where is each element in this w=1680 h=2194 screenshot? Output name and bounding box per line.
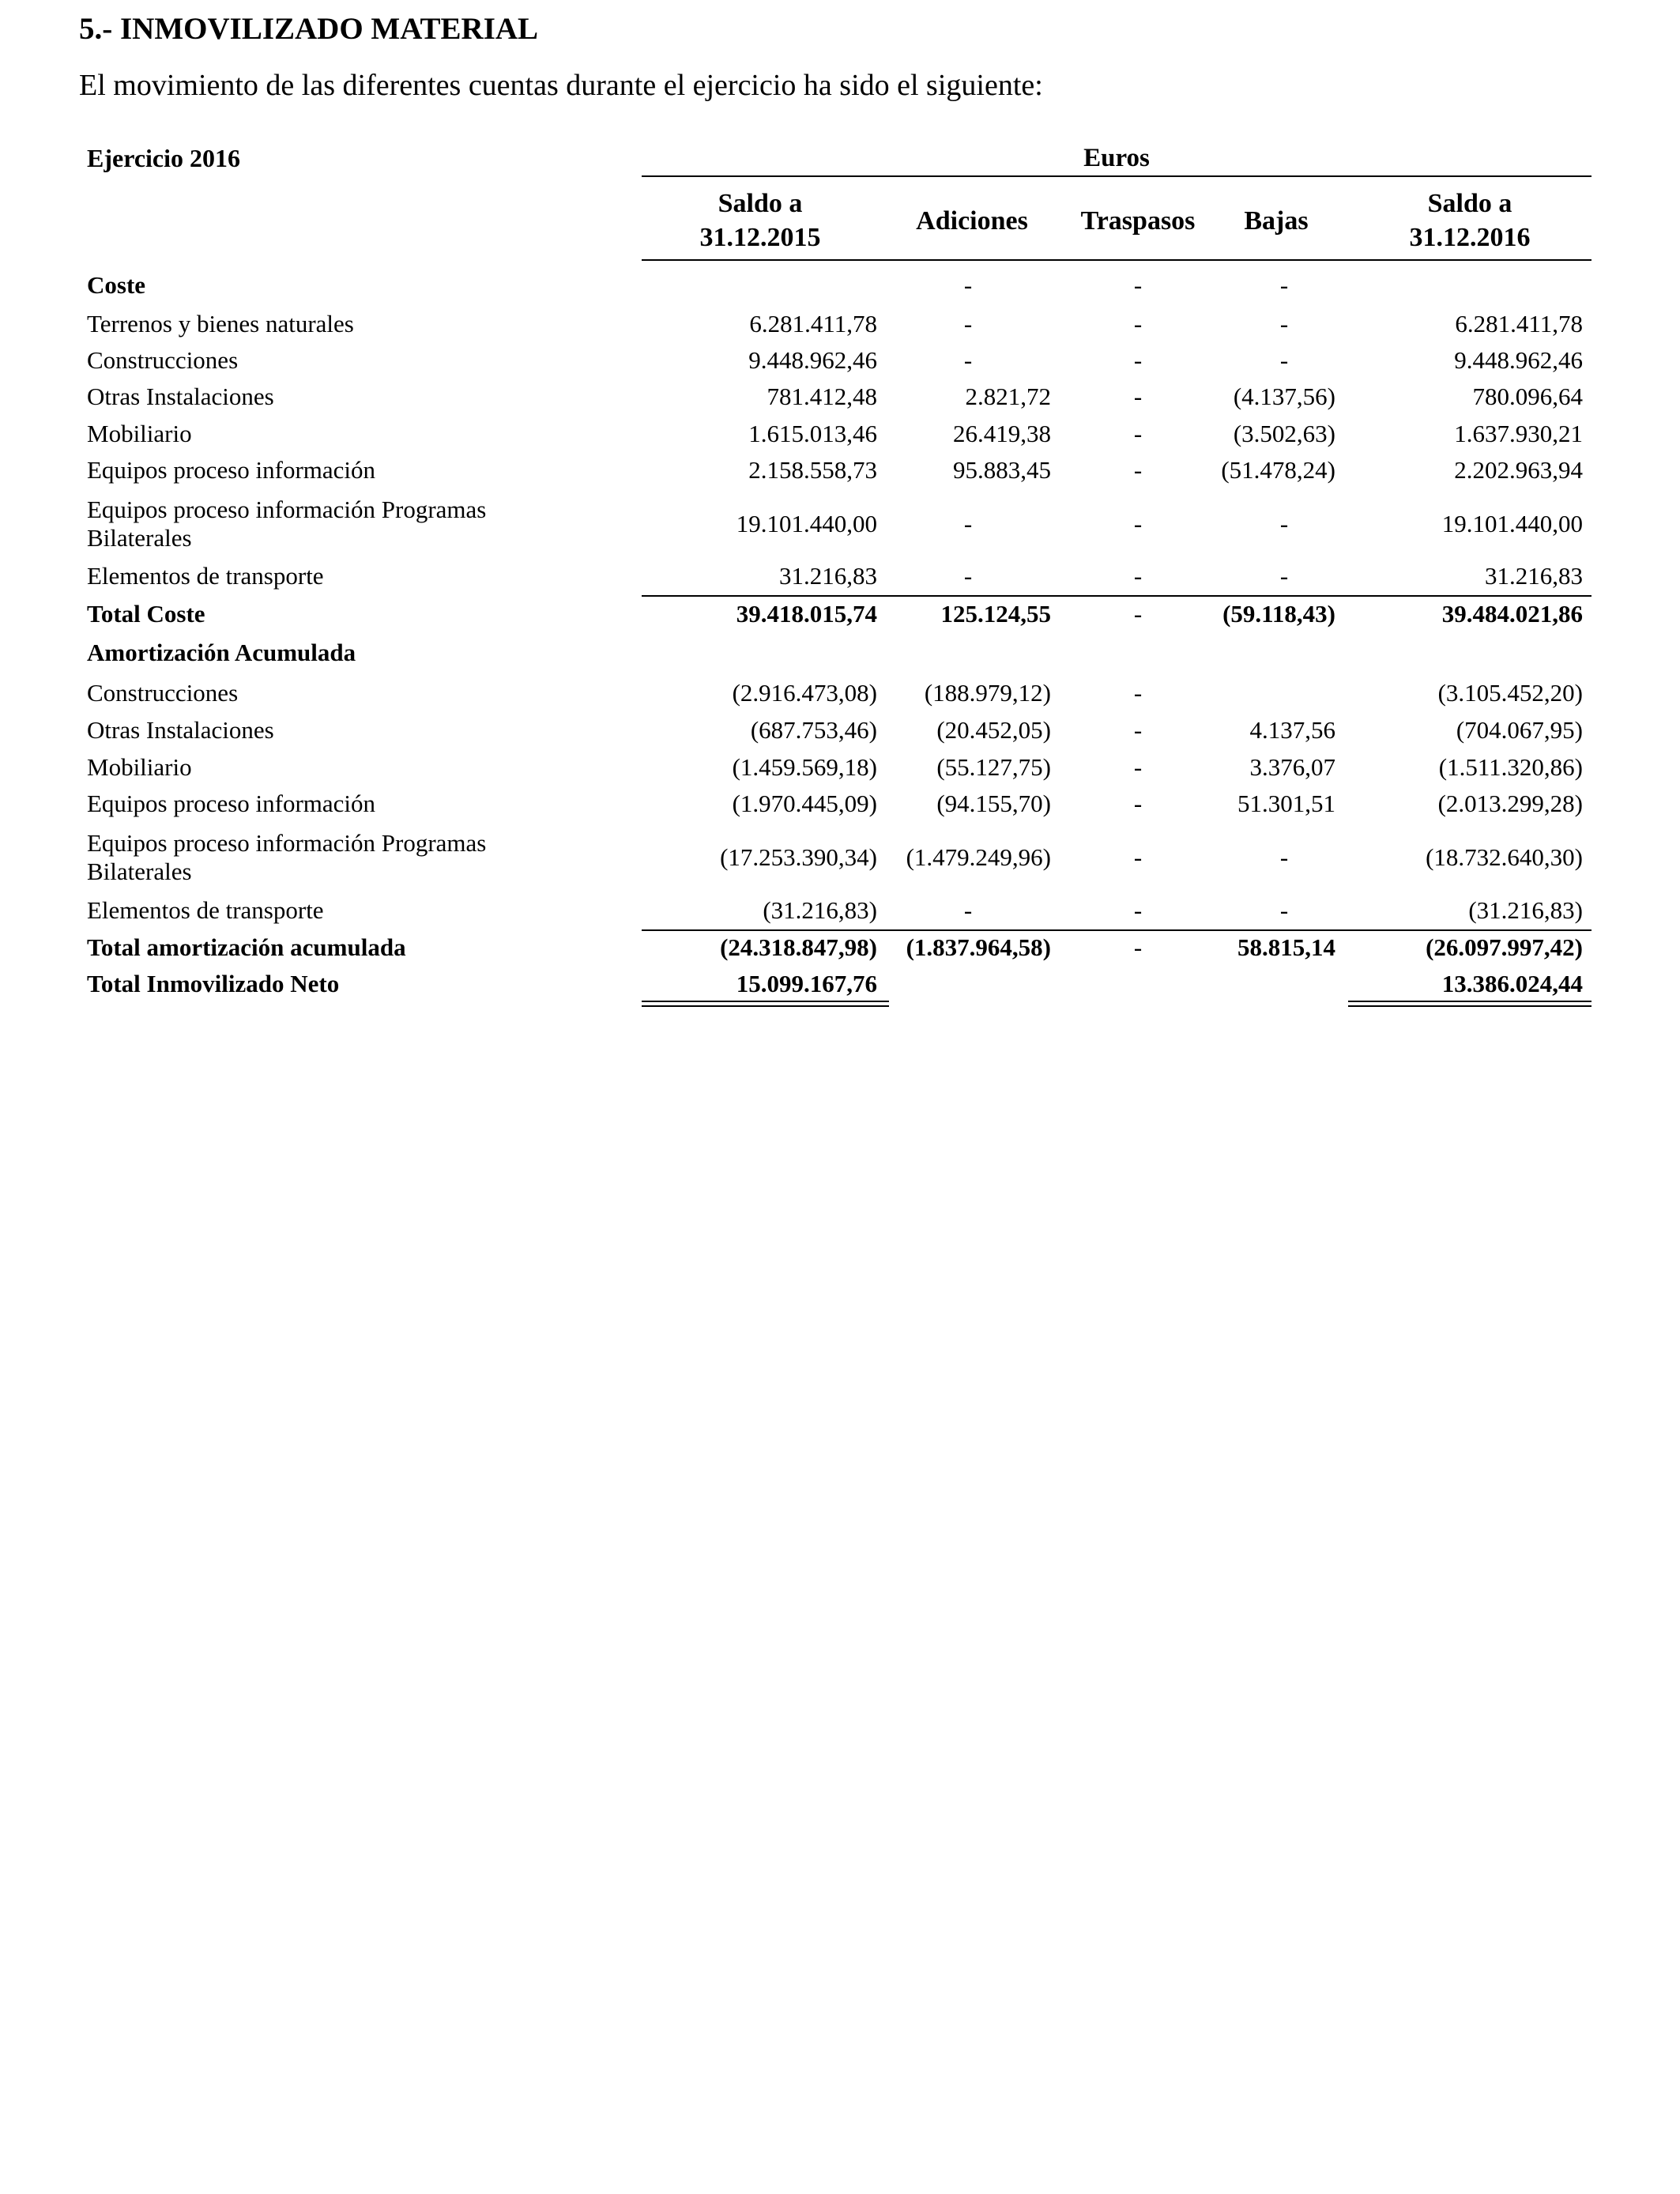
cell-saldo-2015: (1.970.445,09)	[732, 790, 877, 817]
cell-adiciones: -	[963, 510, 973, 537]
cell-adiciones: (55.127,75)	[936, 753, 1051, 781]
cell-saldo-2016: 19.101.440,00	[1441, 510, 1583, 537]
subtotal-rule	[642, 595, 1591, 597]
cell-adiciones: -	[963, 271, 973, 299]
cell-saldo-2016: (2.013.299,28)	[1437, 790, 1583, 817]
cell-saldo-2015: (687.753,46)	[750, 716, 877, 744]
cell-bajas: -	[1279, 510, 1289, 537]
column-header-traspasos: Traspasos	[1080, 206, 1196, 236]
row-label: Total Inmovilizado Neto	[87, 970, 340, 997]
cell-adiciones: (1.479.249,96)	[906, 843, 1051, 871]
column-header-bajas: Bajas	[1244, 206, 1309, 236]
cell-saldo-2015: 2.158.558,73	[748, 456, 877, 484]
cell-traspasos: -	[1133, 753, 1143, 781]
section-heading: 5.- INMOVILIZADO MATERIAL	[79, 12, 539, 46]
row-label: Construcciones	[87, 346, 239, 374]
cell-bajas: -	[1279, 271, 1289, 299]
row-label: Total amortización acumulada	[87, 933, 406, 961]
cell-bajas: -	[1279, 310, 1289, 337]
cell-saldo-2015: 781.412,48	[767, 383, 877, 410]
cell-saldo-2016: (18.732.640,30)	[1426, 843, 1583, 871]
cell-traspasos: -	[1133, 271, 1143, 299]
row-label: Equipos proceso información	[87, 790, 376, 817]
row-label: Amortización Acumulada	[87, 639, 356, 666]
cell-bajas: (4.137,56)	[1233, 383, 1335, 410]
subtotal-rule	[642, 929, 1591, 931]
row-label: Otras Instalaciones	[87, 383, 274, 410]
row-label: Elementos de transporte	[87, 896, 324, 924]
cell-adiciones: -	[963, 310, 973, 337]
cell-adiciones: (188.979,12)	[924, 679, 1051, 707]
cell-saldo-2016: 39.484.021,86	[1441, 600, 1583, 628]
header-underline	[642, 259, 1591, 261]
cell-saldo-2015: (2.916.473,08)	[732, 679, 877, 707]
cell-traspasos: -	[1133, 456, 1143, 484]
column-header-adiciones: Adiciones	[916, 206, 1028, 236]
row-label: Equipos proceso información Programas Bilaterales	[87, 496, 487, 552]
cell-saldo-2015: 9.448.962,46	[748, 346, 877, 374]
cell-bajas: (3.502,63)	[1233, 420, 1335, 447]
cell-traspasos: -	[1133, 510, 1143, 537]
cell-traspasos: -	[1133, 933, 1143, 961]
cell-adiciones: 2.821,72	[965, 383, 1051, 410]
cell-adiciones: -	[963, 896, 973, 924]
cell-traspasos: -	[1133, 600, 1143, 628]
cell-adiciones: 125.124,55	[940, 600, 1051, 628]
cell-traspasos: -	[1133, 716, 1143, 744]
cell-bajas: 58.815,14	[1237, 933, 1335, 961]
cell-bajas: (59.118,43)	[1222, 600, 1335, 628]
cell-adiciones: 26.419,38	[953, 420, 1051, 447]
cell-bajas: (51.478,24)	[1221, 456, 1335, 484]
cell-saldo-2016: (26.097.997,42)	[1426, 933, 1583, 961]
cell-traspasos: -	[1133, 346, 1143, 374]
row-label: Construcciones	[87, 679, 239, 707]
cell-saldo-2015: 1.615.013,46	[748, 420, 877, 447]
row-label: Elementos de transporte	[87, 562, 324, 590]
cell-bajas: -	[1279, 346, 1289, 374]
cell-saldo-2016: 13.386.024,44	[1441, 970, 1583, 997]
currency-underline	[642, 175, 1591, 177]
row-label: Mobiliario	[87, 753, 192, 781]
row-label: Mobiliario	[87, 420, 192, 447]
cell-bajas: 4.137,56	[1249, 716, 1335, 744]
cell-traspasos: -	[1133, 562, 1143, 590]
row-label: Coste	[87, 271, 146, 299]
cell-saldo-2016: 780.096,64	[1472, 383, 1583, 410]
cell-adiciones: -	[963, 562, 973, 590]
exercise-label: Ejercicio 2016	[87, 144, 241, 172]
row-label: Terrenos y bienes naturales	[87, 310, 354, 337]
cell-saldo-2015: 31.216,83	[779, 562, 877, 590]
cell-traspasos: -	[1133, 420, 1143, 447]
cell-traspasos: -	[1133, 790, 1143, 817]
row-label: Equipos proceso información Programas Bilaterales	[87, 829, 487, 885]
column-header-saldo-2016: Saldo a 31.12.2016	[1409, 189, 1531, 252]
cell-bajas: -	[1279, 896, 1289, 924]
cell-saldo-2016: 6.281.411,78	[1455, 310, 1583, 337]
cell-adiciones: (94.155,70)	[936, 790, 1051, 817]
cell-saldo-2015: (31.216,83)	[763, 896, 877, 924]
row-label: Otras Instalaciones	[87, 716, 274, 744]
cell-saldo-2015: (17.253.390,34)	[720, 843, 877, 871]
cell-saldo-2016: (3.105.452,20)	[1437, 679, 1583, 707]
cell-adiciones: (1.837.964,58)	[906, 933, 1051, 961]
row-label: Equipos proceso información	[87, 456, 376, 484]
cell-traspasos: -	[1133, 679, 1143, 707]
cell-bajas: -	[1279, 843, 1289, 871]
cell-saldo-2016: (1.511.320,86)	[1438, 753, 1583, 781]
cell-saldo-2016: 9.448.962,46	[1454, 346, 1583, 374]
cell-adiciones: (20.452,05)	[936, 716, 1051, 744]
cell-adiciones: 95.883,45	[953, 456, 1051, 484]
cell-saldo-2015: 15.099.167,76	[736, 970, 877, 997]
cell-bajas: -	[1279, 562, 1289, 590]
cell-traspasos: -	[1133, 896, 1143, 924]
currency-header: Euros	[1083, 144, 1150, 172]
cell-bajas: 51.301,51	[1237, 790, 1335, 817]
intro-paragraph: El movimiento de las diferentes cuentas durante el ejercicio ha sido el siguiente:	[79, 69, 1043, 102]
cell-saldo-2016: (31.216,83)	[1468, 896, 1583, 924]
grand-total-double-rule	[642, 1001, 889, 1007]
cell-saldo-2015: 6.281.411,78	[749, 310, 877, 337]
cell-traspasos: -	[1133, 383, 1143, 410]
row-label: Total Coste	[87, 600, 205, 628]
cell-adiciones: -	[963, 346, 973, 374]
cell-saldo-2016: 2.202.963,94	[1454, 456, 1583, 484]
cell-traspasos: -	[1133, 310, 1143, 337]
cell-saldo-2015: (24.318.847,98)	[720, 933, 877, 961]
cell-saldo-2015: 39.418.015,74	[736, 600, 877, 628]
column-header-saldo-2015: Saldo a 31.12.2015	[699, 189, 821, 252]
cell-saldo-2016: (704.067,95)	[1456, 716, 1583, 744]
cell-traspasos: -	[1133, 843, 1143, 871]
cell-bajas: 3.376,07	[1249, 753, 1335, 781]
cell-saldo-2015: (1.459.569,18)	[732, 753, 877, 781]
cell-saldo-2016: 1.637.930,21	[1454, 420, 1583, 447]
cell-saldo-2015: 19.101.440,00	[736, 510, 877, 537]
grand-total-double-rule	[1348, 1001, 1591, 1007]
cell-saldo-2016: 31.216,83	[1485, 562, 1583, 590]
